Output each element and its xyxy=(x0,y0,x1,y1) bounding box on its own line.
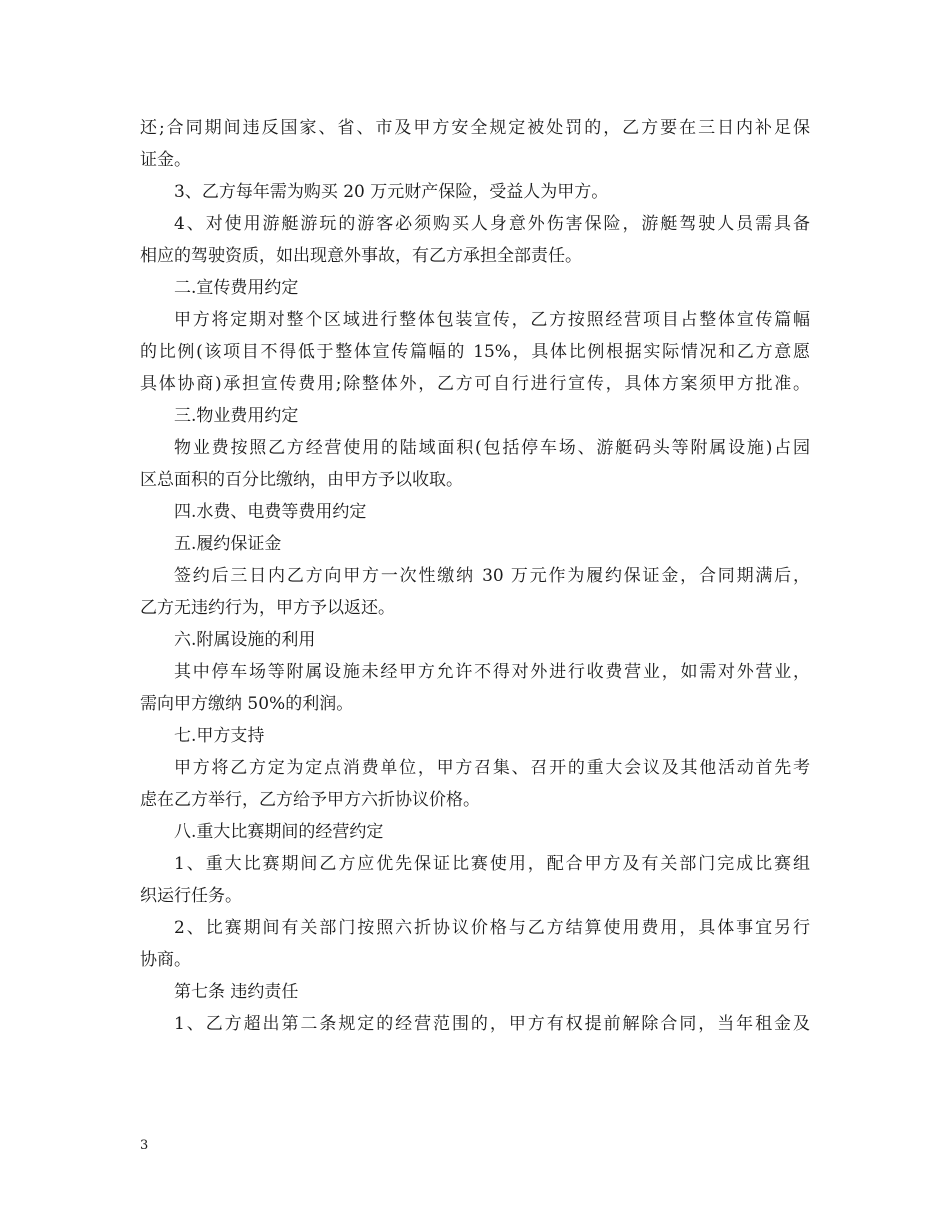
paragraph-line: 2、比赛期间有关部门按照六折协议价格与乙方结算使用费用，具体事宜另行 xyxy=(174,918,810,938)
paragraph-line: 三.物业费用约定 xyxy=(174,406,299,426)
paragraph-line: 虑在乙方举行，乙方给予甲方六折协议价格。 xyxy=(140,790,480,810)
paragraph-line: 具体协商)承担宣传费用;除整体外，乙方可自行进行宣传，具体方案须甲方批准。 xyxy=(140,374,810,394)
paragraph-line: 甲方将定期对整个区域进行整体包装宣传，乙方按照经营项目占整体宣传篇幅 xyxy=(174,310,810,330)
paragraph-line: 六.附属设施的利用 xyxy=(174,630,316,650)
paragraph-line: 甲方将乙方定为定点消费单位，甲方召集、召开的重大会议及其他活动首先考 xyxy=(174,758,810,778)
paragraph-line: 的比例(该项目不得低于整体宣传篇幅的 15%，具体比例根据实际情况和乙方意愿 xyxy=(140,342,810,362)
paragraph-line: 其中停车场等附属设施未经甲方允许不得对外进行收费营业，如需对外营业， xyxy=(174,662,810,682)
document-body xyxy=(140,112,810,1040)
paragraph-line: 1、乙方超出第二条规定的经营范围的，甲方有权提前解除合同，当年租金及 xyxy=(174,1014,810,1034)
paragraph-line: 还;合同期间违反国家、省、市及甲方安全规定被处罚的，乙方要在三日内补足保 xyxy=(140,118,810,138)
paragraph-line: 协商。 xyxy=(140,950,191,970)
paragraph-line: 证金。 xyxy=(140,150,191,170)
paragraph-line: 签约后三日内乙方向甲方一次性缴纳 30 万元作为履约保证金，合同期满后， xyxy=(174,566,810,586)
paragraph-line: 五.履约保证金 xyxy=(174,534,282,554)
paragraph-line: 物业费按照乙方经营使用的陆域面积(包括停车场、游艇码头等附属设施)占园 xyxy=(174,438,810,458)
paragraph-line: 4、对使用游艇游玩的游客必须购买人身意外伤害保险，游艇驾驶人员需具备 xyxy=(174,214,810,234)
page-number: 3 xyxy=(140,1138,149,1153)
paragraph-line: 乙方无违约行为，甲方予以返还。 xyxy=(140,598,395,618)
paragraph-line: 区总面积的百分比缴纳，由甲方予以收取。 xyxy=(140,470,463,490)
paragraph-line: 八.重大比赛期间的经营约定 xyxy=(174,822,384,842)
paragraph-line: 相应的驾驶资质，如出现意外事故，有乙方承担全部责任。 xyxy=(140,246,582,266)
paragraph-line: 第七条 违约责任 xyxy=(174,982,299,1002)
paragraph-line: 1、重大比赛期间乙方应优先保证比赛使用，配合甲方及有关部门完成比赛组 xyxy=(174,854,810,874)
paragraph-line: 四.水费、电费等费用约定 xyxy=(174,502,367,522)
paragraph-line: 织运行任务。 xyxy=(140,886,242,906)
paragraph-line: 二.宣传费用约定 xyxy=(174,278,299,298)
paragraph-line: 3、乙方每年需为购买 20 万元财产保险，受益人为甲方。 xyxy=(174,182,609,202)
paragraph-line: 七.甲方支持 xyxy=(174,726,265,746)
paragraph-line: 需向甲方缴纳 50%的利润。 xyxy=(140,694,354,714)
